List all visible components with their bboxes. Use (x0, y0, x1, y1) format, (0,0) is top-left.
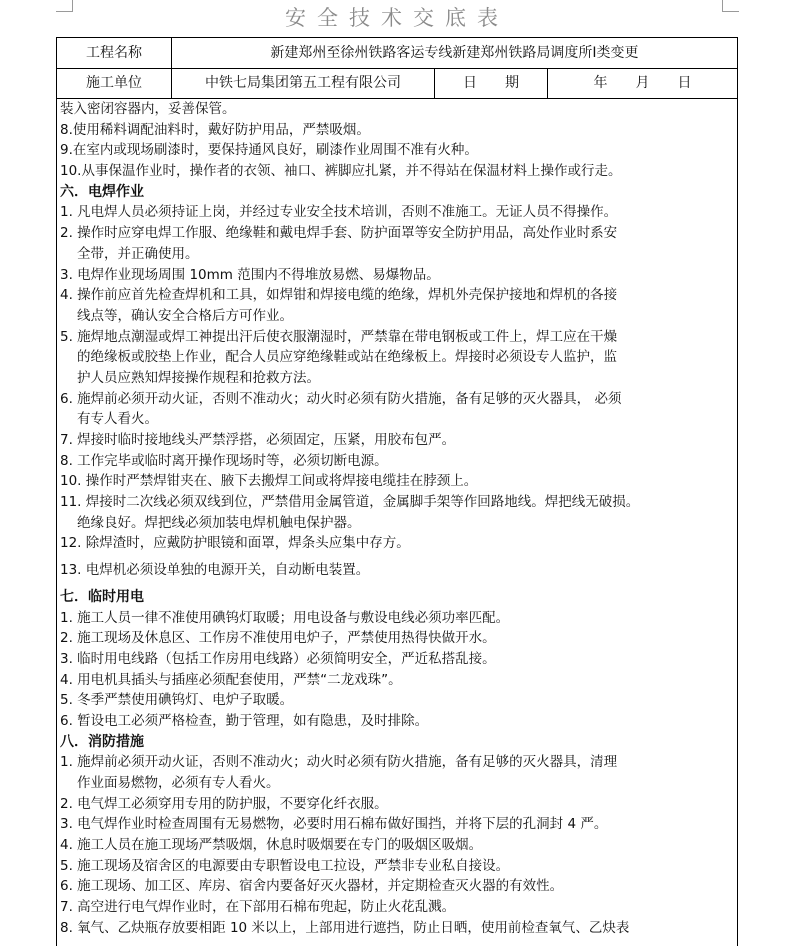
section-heading-welding: 六．电焊作业 (60, 183, 144, 200)
body-text-line: 7. 焊接时临时接地线头严禁浮搭，必须固定，压紧，用胶布包严。 (60, 432, 456, 448)
project-name-row (57, 38, 737, 69)
body-text-line: 6. 施焊前必须开动火证，否则不准动火；动火时必须有防火措施，备有足够的灭火器具， 必须 (60, 390, 622, 407)
project-name-value: 新建郑州至徐州铁路客运专线新建郑州铁路局调度所Ⅰ类变更 (270, 45, 639, 61)
body-text-line: 2. 施工现场及休息区、工作房不准使用电炉子，严禁使用热得快做开水。 (60, 630, 496, 647)
body-text-line: 10.从事保温作业时，操作者的衣领、袖口、裤脚应扎紧，并不得站在保温材料上操作或行走。 (60, 163, 622, 180)
body-text-line: 12. 除焊渣时，应戴防护眼镜和面罩，焊条头应集中存方。 (60, 535, 410, 552)
body-text-line: 5. 施焊地点潮湿或焊工神提出汗后使衣服潮湿时，严禁靠在带电钢板或工件上，焊工应在干燥 (60, 328, 618, 345)
briefing-content (57, 99, 737, 939)
body-text-line: 1. 凡电焊人员必须持证上岗，并经过专业安全技术培训，否则不准施工。无证人员不得操作。 (60, 204, 618, 221)
body-text-line: 1. 施工人员一律不准使用碘钨灯取暖；用电设备与敷设电线必须功率匹配。 (60, 609, 510, 626)
body-text-line: 2. 电气焊工必须穿用专用的防护服，不要穿化纤衣服。 (60, 795, 388, 812)
body-text-line: 4. 操作前应首先检查焊机和工具，如焊钳和焊接电缆的绝缘，焊机外壳保护接地和焊机的各接 (60, 287, 618, 304)
body-text-line: 线点等，确认安全合格后方可作业。 (77, 307, 293, 324)
body-text-line: 11. 焊接时二次线必须双线到位，严禁借用金属管道，金属脚手架等作回路地线。焊把线无破损。 (60, 494, 640, 511)
body-text-line: 全带，并正确使用。 (77, 245, 199, 262)
body-text-line: 装入密闭容器内，妥善保管。 (60, 101, 236, 117)
body-text-line: 9.在室内或现场刷漆时，要保持通风良好，刷漆作业周围不准有火种。 (60, 142, 478, 159)
body-text-line: 5. 冬季严禁使用碘钨灯、电炉子取暖。 (60, 692, 294, 709)
body-text-line: 6. 施工现场、加工区、库房、宿舍内要备好灭火器材，并定期检查灭火器的有效性。 (60, 878, 564, 895)
body-text-line: 作业面易燃物，必须有专人看火。 (77, 775, 280, 791)
body-text-line: 8.使用稀料调配油料时，戴好防护用品，严禁吸烟。 (60, 121, 370, 138)
date-label: 日 期 (463, 75, 519, 91)
body-text-line: 的绝缘板或胶垫上作业，配合人员应穿绝缘鞋或站在绝缘板上。焊接时必须设专人监护，监 (77, 349, 617, 366)
body-text-line: 3. 临时用电线路（包括工作房用电线路）必须简明安全，严近私搭乱接。 (60, 650, 496, 667)
body-text-line: 4. 用电机具插头与插座必须配套使用，严禁“二龙戏珠”。 (60, 671, 402, 688)
date-value: 年 月 日 (593, 75, 692, 91)
body-text-line: 6. 暂设电工必须严格检查，勤于管理，如有隐患，及时排除。 (60, 712, 429, 729)
body-text-line: 护人员应熟知焊接操作规程和抢救方法。 (77, 369, 320, 386)
section-heading-fire-protection: 八．消防措施 (60, 733, 144, 750)
body-text-line: 10. 操作时严禁焊钳夹在、腋下去搬焊工间或将焊接电缆挂在脖颈上。 (60, 473, 478, 490)
body-text-line: 3. 电焊作业现场周围 10mm 范围内不得堆放易燃、易爆物品。 (60, 266, 440, 283)
body-text-line: 5. 施工现场及宿舍区的电源要由专职暂设电工拉设，严禁非专业私自接设。 (60, 857, 510, 874)
body-text-line: 有专人看火。 (77, 411, 158, 428)
section-heading-temporary-power: 七．临时用电 (60, 588, 144, 605)
project-name-label: 工程名称 (86, 45, 142, 61)
construction-unit-label: 施工单位 (86, 75, 142, 91)
body-text-line: 2. 操作时应穿电焊工作服、绝缘鞋和戴电焊手套、防护面罩等安全防护用品，高处作业时系安 (60, 225, 618, 242)
body-text-line: 4. 施工人员在施工现场严禁吸烟，休息时吸烟要在专门的吸烟区吸烟。 (60, 837, 483, 854)
construction-unit-row (57, 68, 737, 99)
body-text-line: 1. 施焊前必须开动火证，否则不准动火；动火时必须有防火措施，备有足够的灭火器具，清理 (60, 754, 618, 771)
body-text-line: 绝缘良好。焊把线必须加装电焊机触电保护器。 (77, 514, 361, 531)
body-text-line: 3. 电气焊作业时检查周围有无易燃物，必要时用石棉布做好围挡，并将下层的孔洞封 4 严。 (60, 816, 608, 833)
body-text-line: 8. 氧气、乙炔瓶存放要相距 10 米以上，上部用进行遮挡，防止日晒，使用前检查氧气、乙炔表 (60, 919, 630, 936)
body-text-line: 8. 工作完毕或临时离开操作现场时等，必须切断电源。 (60, 452, 388, 469)
document-title: 安全技术交底表 (285, 6, 509, 30)
safety-briefing-table (56, 37, 738, 946)
body-text-line: 13. 电焊机必须设单独的电源开关，自动断电装置。 (60, 562, 370, 579)
construction-unit-value: 中铁七局集团第五工程有限公司 (205, 75, 401, 91)
body-text-line: 7. 高空进行电气焊作业时，在下部用石棉布兜起，防止火花乱溅。 (60, 899, 456, 916)
